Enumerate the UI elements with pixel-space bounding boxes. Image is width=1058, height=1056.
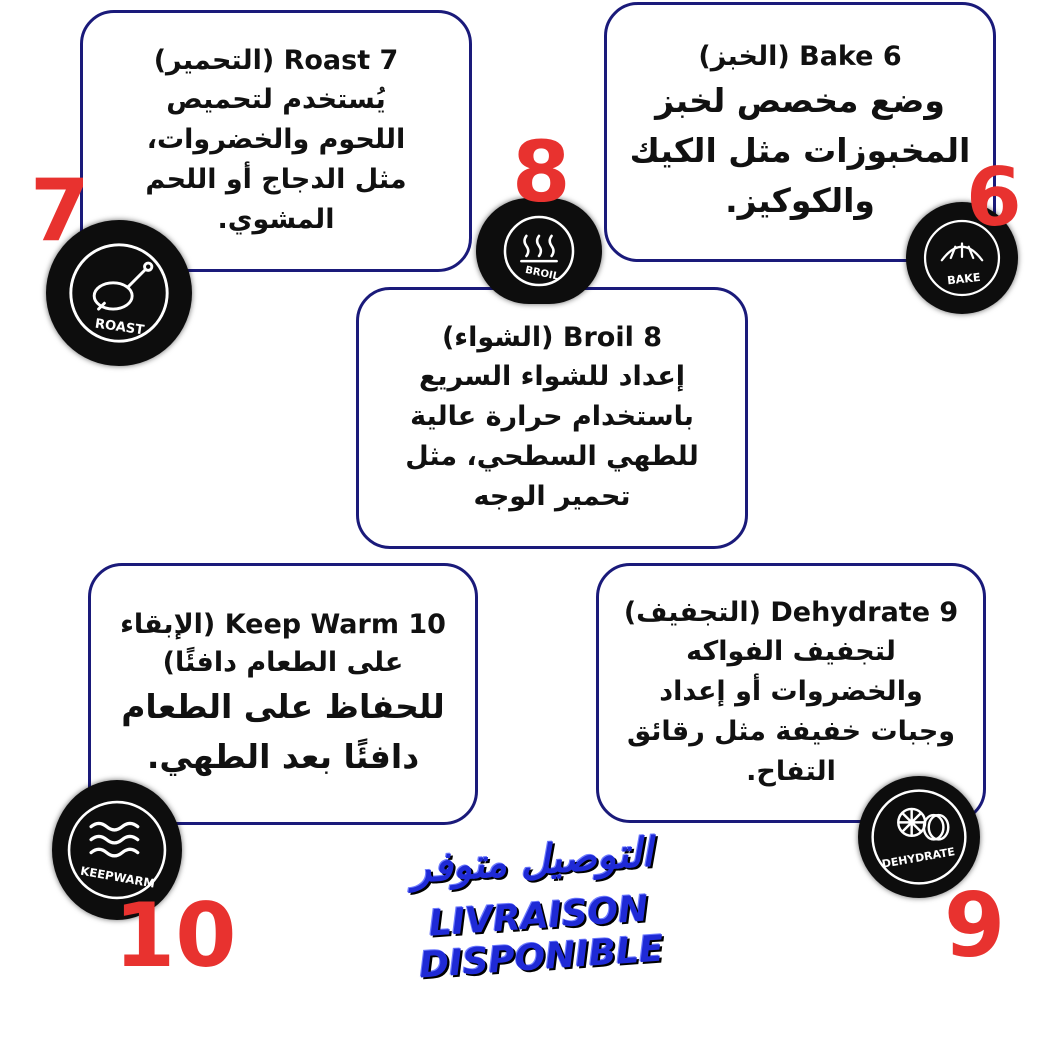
bake-line-3: والكوكيز. xyxy=(725,181,875,220)
keepwarm-title-1: Keep Warm 10 (الإبقاء xyxy=(120,609,446,640)
keepwarm-line-2: دافئًا بعد الطهي. xyxy=(146,737,420,776)
roast-line-3: مثل الدجاج أو اللحم xyxy=(145,164,407,195)
broil-card xyxy=(356,287,748,549)
dehydrate-line-4: التفاح. xyxy=(746,756,836,787)
number-roast: 7 xyxy=(30,161,90,261)
number-dehydrate: 9 xyxy=(944,874,1006,977)
broil-icon-label: BROIL xyxy=(524,264,560,283)
promo-arabic: التوصيل متوفر xyxy=(409,829,655,893)
keepwarm-title-2: على الطعام دافئًا) xyxy=(162,647,404,678)
broil-title: Broil 8 (الشواء) xyxy=(441,322,663,353)
bake-line-2: المخبوزات مثل الكيك xyxy=(629,131,971,170)
keepwarm-icon-label: KEEPWARM xyxy=(79,863,157,891)
dehydrate-icon-label: DEHYDRATE xyxy=(880,845,956,871)
dehydrate-line-1: لتجفيف الفواكه xyxy=(686,636,896,667)
roast-line-4: المشوي. xyxy=(217,204,335,235)
broil-line-2: باستخدام حرارة عالية xyxy=(410,401,694,432)
number-broil: 8 xyxy=(512,123,571,221)
roast-title: Roast 7 (التحمير) xyxy=(153,45,399,76)
broil-line-3: للطهي السطحي، مثل xyxy=(405,441,699,472)
roast-line-2: اللحوم والخضروات، xyxy=(146,124,406,155)
number-bake: 6 xyxy=(966,151,1022,244)
dehydrate-line-2: والخضروات أو إعداد xyxy=(659,676,923,707)
dehydrate-line-3: وجبات خفيفة مثل رقائق xyxy=(626,716,956,747)
bake-title: Bake 6 (الخبز) xyxy=(698,41,902,72)
bake-line-1: وضع مخصص لخبز xyxy=(655,81,945,120)
broil-line-1: إعداد للشواء السريع xyxy=(418,361,686,392)
bake-icon-label: BAKE xyxy=(946,270,982,288)
keepwarm-line-1: للحفاظ على الطعام xyxy=(121,687,445,726)
promo-french: LIVRAISON DISPONIBLE xyxy=(417,888,665,987)
number-keepwarm: 10 xyxy=(114,884,237,987)
broil-line-4: تحمير الوجه xyxy=(473,481,631,512)
roast-icon-label: ROAST xyxy=(93,316,146,339)
roast-line-1: يُستخدم لتحميص xyxy=(166,84,386,115)
dehydrate-title: Dehydrate 9 (التجفيف) xyxy=(623,597,959,628)
